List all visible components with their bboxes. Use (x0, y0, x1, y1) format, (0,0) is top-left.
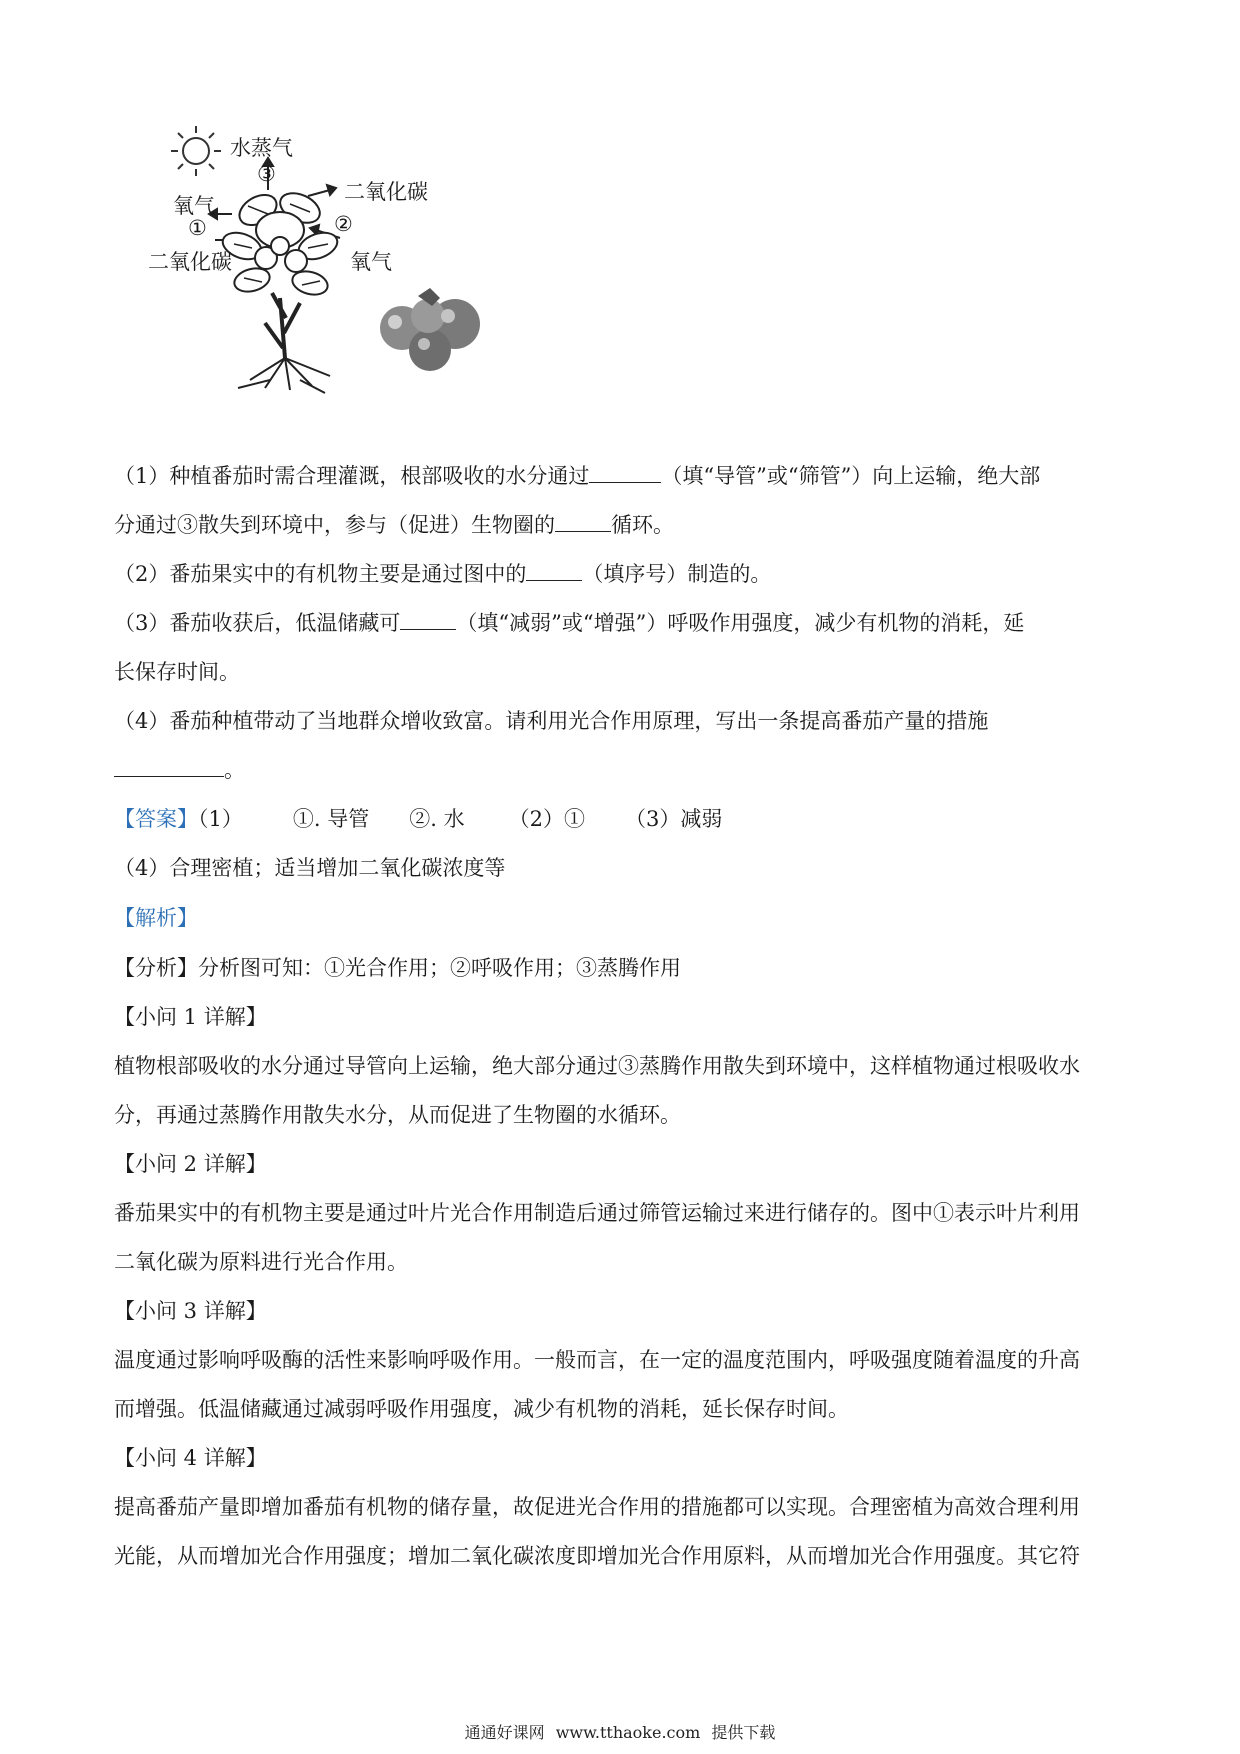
sub-question-2-line-2 (114, 1238, 1126, 1287)
footer-url[interactable]: www.tthaoke.com (555, 1723, 701, 1742)
sub-question-4-heading (114, 1434, 1126, 1483)
q4-text-a: （4）番茄种植带动了当地群众增收致富。请利用光合作用原理，写出一条提高番茄产量的措施 (114, 709, 989, 733)
footer-note: 提供下载 (711, 1723, 776, 1742)
answer-line-2 (114, 844, 1126, 893)
plant-diagram (140, 118, 560, 418)
question-4-line-1 (114, 697, 1126, 746)
q1-blank-2[interactable] (555, 509, 611, 532)
question-4-line-2 (114, 746, 1126, 795)
analysis-heading (114, 893, 1126, 943)
sub-q3-text-b: 而增强。低温储藏通过减弱呼吸作用强度，减少有机物的消耗，延长保存时间。 (114, 1397, 849, 1421)
tomato-plant (219, 187, 341, 393)
sub-question-3-heading (114, 1287, 1126, 1336)
q4-text-b: 。 (224, 758, 245, 782)
label-co2-left: 二氧化碳 (148, 250, 232, 274)
document-body (114, 452, 1126, 1581)
arrow-co2-right (308, 190, 330, 196)
sub-question-1-line-2 (114, 1091, 1126, 1140)
q2-blank[interactable] (526, 558, 582, 581)
sub-q4-heading-text: 【小问 4 详解】 (114, 1446, 267, 1470)
q3-text-b: （填“减弱”或“增强”）呼吸作用强度，减少有机物的消耗，延 (456, 611, 1025, 635)
sub-question-4-line-1 (114, 1483, 1126, 1532)
label-water-vapor: 水蒸气 (230, 136, 293, 160)
sub-q2-heading-text: 【小问 2 详解】 (114, 1152, 267, 1176)
sub-q3-heading-text: 【小问 3 详解】 (114, 1299, 267, 1323)
sub-question-3-line-1 (114, 1336, 1126, 1385)
question-1-line-2 (114, 501, 1126, 550)
analysis-summary (114, 943, 1126, 993)
answer-1-1: ①. 导管 (292, 807, 370, 831)
q1-text-d: 循环。 (611, 513, 674, 537)
question-2 (114, 550, 1126, 599)
q1-text-b: （填“导管”或“筛管”）向上运输，绝大部 (661, 464, 1041, 488)
answer-part-3: （3）减弱 (624, 807, 723, 831)
answer-tag: 【答案】 (114, 807, 198, 831)
sub-q2-text-b: 二氧化碳为原料进行光合作用。 (114, 1250, 408, 1274)
sub-q1-heading-text: 【小问 1 详解】 (114, 1005, 267, 1029)
q3-blank[interactable] (400, 607, 456, 630)
answer-part-2: （2）① (508, 807, 585, 831)
label-num1: ① (188, 216, 207, 240)
q4-blank[interactable] (114, 754, 224, 777)
q1-text-a: （1）种植番茄时需合理灌溉，根部吸收的水分通过 (114, 464, 590, 488)
question-3-line-1 (114, 599, 1126, 648)
q1-text-c: 分通过③散失到环境中，参与（促进）生物圈的 (114, 513, 555, 537)
q3-text-c: 长保存时间。 (114, 660, 240, 684)
sub-q4-text-b: 光能，从而增加光合作用强度；增加二氧化碳浓度即增加光合作用原料，从而增加光合作用强度。其它符 (114, 1544, 1080, 1568)
q1-blank-1[interactable] (589, 460, 661, 483)
sun-icon (171, 126, 221, 176)
sub-q4-text-a: 提高番茄产量即增加番茄有机物的储存量，故促进光合作用的措施都可以实现。合理密植为高效合理利用 (114, 1495, 1080, 1519)
q2-text-a: （2）番茄果实中的有机物主要是通过图中的 (114, 562, 527, 586)
answer-1-2: ②. 水 (409, 807, 465, 831)
sub-question-2-heading (114, 1140, 1126, 1189)
sub-q1-text-b: 分，再通过蒸腾作用散失水分，从而促进了生物圈的水循环。 (114, 1103, 681, 1127)
tomato-fruit (380, 288, 480, 371)
label-co2-right: 二氧化碳 (344, 180, 428, 204)
q3-text-a: （3）番茄收获后，低温储藏可 (114, 611, 401, 635)
footer-site-name: 通通好课网 (464, 1723, 545, 1742)
sub-q1-text-a: 植物根部吸收的水分通过导管向上运输，绝大部分通过③蒸腾作用散失到环境中，这样植物通过根吸收水 (114, 1054, 1080, 1078)
answer-line-1 (114, 795, 1126, 844)
label-num2: ② (334, 212, 353, 236)
sub-question-3-line-2 (114, 1385, 1126, 1434)
page-footer (0, 1720, 1240, 1743)
analysis-summary-text: 【分析】分析图可知：①光合作用；②呼吸作用；③蒸腾作用 (114, 956, 681, 980)
label-oxygen-right: 氧气 (350, 250, 392, 274)
question-3-line-2 (114, 648, 1126, 697)
sub-question-2-line-1 (114, 1189, 1126, 1238)
sub-question-4-line-2 (114, 1532, 1126, 1581)
question-1-line-1 (114, 452, 1126, 501)
sub-q3-text-a: 温度通过影响呼吸酶的活性来影响呼吸作用。一般而言，在一定的温度范围内，呼吸强度随着温度的升高 (114, 1348, 1080, 1372)
label-num3: ③ (257, 162, 276, 186)
answer-part-1: （1） (198, 807, 243, 831)
answer-part-4: （4）合理密植；适当增加二氧化碳浓度等 (114, 856, 506, 880)
analysis-tag: 【解析】 (114, 906, 198, 930)
sub-q2-text-a: 番茄果实中的有机物主要是通过叶片光合作用制造后通过筛管运输过来进行储存的。图中①表示叶片利用 (114, 1201, 1080, 1225)
q2-text-b: （填序号）制造的。 (582, 562, 772, 586)
sub-question-1-line-1 (114, 1042, 1126, 1091)
label-oxygen-left: 氧气 (173, 194, 215, 218)
sub-question-1-heading (114, 993, 1126, 1042)
